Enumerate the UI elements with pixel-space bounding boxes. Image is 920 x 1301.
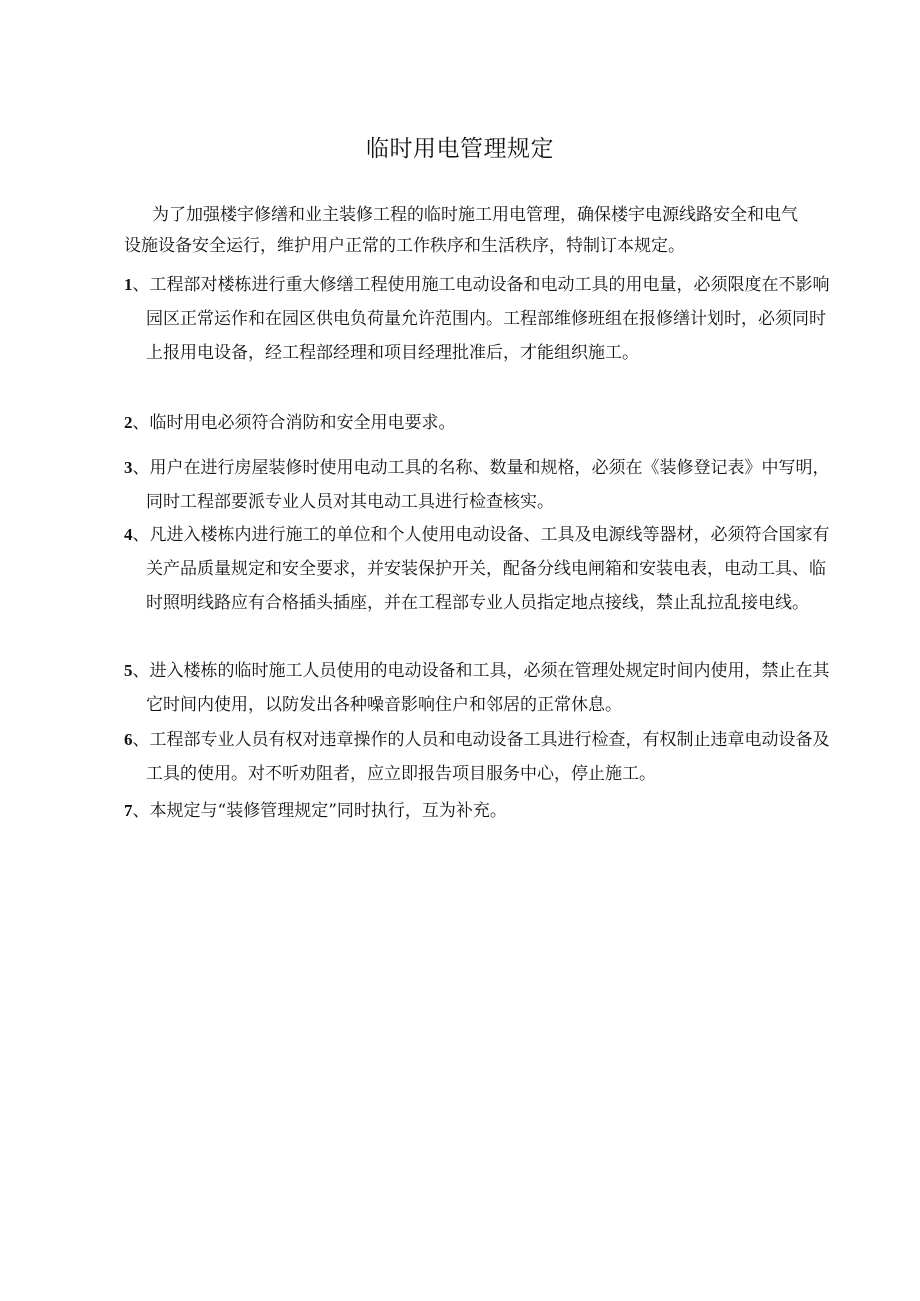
- rule-separator: 、: [132, 458, 150, 478]
- rule-number: 4: [124, 525, 133, 544]
- rule-item-4: [124, 518, 836, 620]
- rule-text: 工程部专业人员有权对违章操作的人员和电动设备工具进行检查，有权制止违章电动设备及工具的使用。对不听劝阻者，应立即报告项目服务中心，停止施工。: [146, 730, 830, 784]
- rule-number: 6: [124, 730, 133, 749]
- rule-separator: 、: [132, 661, 150, 681]
- rule-item-1: [124, 268, 836, 370]
- document-title: 临时用电管理规定: [366, 136, 554, 162]
- rule-item-6: [124, 723, 836, 791]
- rule-separator: 、: [132, 413, 150, 433]
- rule-item-5: [124, 654, 836, 722]
- rule-text: 凡进入楼栋内进行施工的单位和个人使用电动设备、工具及电源线等器材，必须符合国家有关产品质量规定和安全要求，并安装保护开关，配备分线电闸箱和安装电表，电动工具、临时照明线路应有合格插头插座，并在工程部专业人员指定地点接线，禁止乱拉乱接电线。: [146, 525, 830, 613]
- rule-text: 本规定与“装修管理规定”同时执行，互为补充。: [149, 801, 507, 821]
- intro-paragraph: 为了加强楼宇修缮和业主装修工程的临时施工用电管理，确保楼宇电源线路安全和电气设施设备安全运行，维护用户正常的工作秩序和生活秩序，特制订本规定。: [124, 205, 798, 256]
- rule-item-2: [124, 406, 836, 440]
- rule-separator: 、: [132, 801, 150, 821]
- rule-separator: 、: [132, 275, 150, 295]
- rule-number: 7: [124, 801, 133, 820]
- rule-number: 3: [124, 458, 133, 477]
- rule-separator: 、: [132, 730, 150, 750]
- rule-separator: 、: [132, 525, 150, 545]
- rule-text: 用户在进行房屋装修时使用电动工具的名称、数量和规格，必须在《装修登记表》中写明，同时工程部要派专业人员对其电动工具进行检查核实。: [146, 458, 830, 512]
- rule-number: 2: [124, 413, 133, 432]
- rule-text: 工程部对楼栋进行重大修缮工程使用施工电动设备和电动工具的用电量，必须限度在不影响园区正常运作和在园区供电负荷量允许范围内。工程部维修班组在报修缮计划时，必须同时上报用电设备，经工程部经理和项目经理批准后，才能组织施工。: [146, 275, 830, 363]
- rule-text: 临时用电必须符合消防和安全用电要求。: [149, 413, 456, 433]
- rule-text: 进入楼栋的临时施工人员使用的电动设备和工具，必须在管理处规定时间内使用，禁止在其它时间内使用，以防发出各种噪音影响住户和邻居的正常休息。: [146, 661, 830, 715]
- rule-item-3: [124, 451, 836, 519]
- rule-number: 1: [124, 275, 133, 294]
- rule-item-7: [124, 794, 836, 828]
- rule-number: 5: [124, 661, 133, 680]
